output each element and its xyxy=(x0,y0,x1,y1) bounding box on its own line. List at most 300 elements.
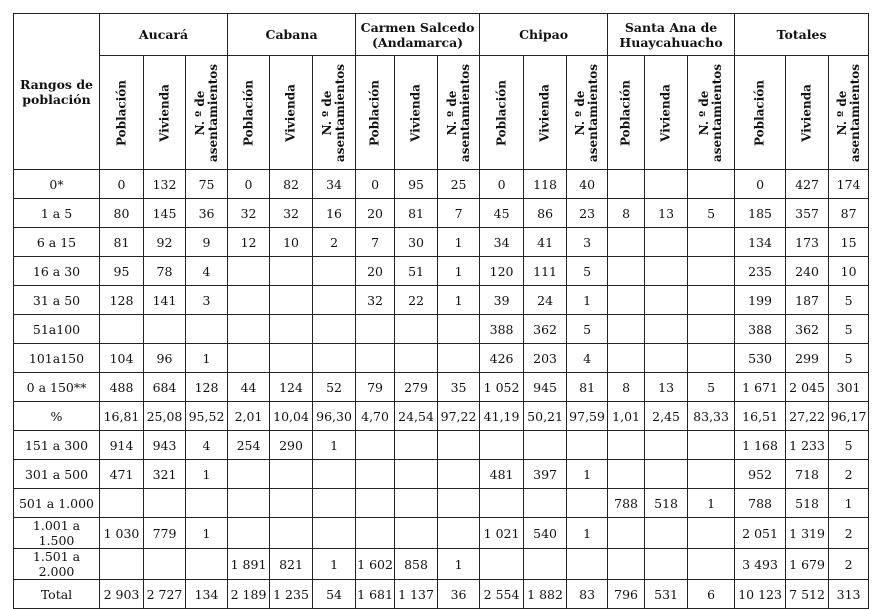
table-cell: 313 xyxy=(829,580,869,609)
table-cell: 397 xyxy=(524,460,567,489)
sub-header-poblacion: Población xyxy=(608,56,645,170)
table-cell xyxy=(524,431,567,460)
table-cell: 488 xyxy=(100,373,144,402)
table-cell xyxy=(395,489,438,518)
table-cell xyxy=(356,460,395,489)
row-label: 6 a 15 xyxy=(14,228,100,257)
table-cell xyxy=(645,518,688,549)
table-cell: 80 xyxy=(100,199,144,228)
sub-header-asentamientos: N. º de asentamientos xyxy=(688,56,735,170)
table-cell: 1 xyxy=(567,460,608,489)
table-cell: 128 xyxy=(186,373,228,402)
table-cell xyxy=(480,489,524,518)
table-cell: 1 679 xyxy=(786,549,829,580)
table-cell: 1 319 xyxy=(786,518,829,549)
sub-header-vivienda: Vivienda xyxy=(786,56,829,170)
table-cell: 821 xyxy=(270,549,313,580)
table-cell xyxy=(356,518,395,549)
table-cell xyxy=(688,344,735,373)
table-cell: 1 xyxy=(567,286,608,315)
table-cell: 1 xyxy=(438,257,480,286)
table-cell xyxy=(688,170,735,199)
table-cell: 87 xyxy=(829,199,869,228)
table-cell: 1 235 xyxy=(270,580,313,609)
table-cell: 120 xyxy=(480,257,524,286)
table-cell xyxy=(395,431,438,460)
table-cell: 3 493 xyxy=(735,549,786,580)
sub-header-vivienda: Vivienda xyxy=(524,56,567,170)
table-cell: 40 xyxy=(567,170,608,199)
table-cell: 30 xyxy=(395,228,438,257)
row-label: 151 a 300 xyxy=(14,431,100,460)
table-cell: 36 xyxy=(438,580,480,609)
table-cell: 279 xyxy=(395,373,438,402)
table-cell xyxy=(395,460,438,489)
table-cell xyxy=(688,257,735,286)
group-header-aucara: Aucará xyxy=(100,14,228,56)
table-cell: 32 xyxy=(270,199,313,228)
table-cell: 16 xyxy=(313,199,356,228)
table-cell: 2 903 xyxy=(100,580,144,609)
table-cell: 0 xyxy=(228,170,270,199)
table-cell xyxy=(228,315,270,344)
table-cell: 34 xyxy=(313,170,356,199)
table-cell: 2 727 xyxy=(144,580,186,609)
table-cell xyxy=(144,315,186,344)
table-cell xyxy=(645,344,688,373)
row-label: 301 a 500 xyxy=(14,460,100,489)
table-cell: 81 xyxy=(100,228,144,257)
table-cell: 8 xyxy=(608,199,645,228)
table-cell xyxy=(100,315,144,344)
table-cell: 124 xyxy=(270,373,313,402)
table-cell: 25 xyxy=(438,170,480,199)
table-cell: 301 xyxy=(829,373,869,402)
table-cell: 2 xyxy=(313,228,356,257)
table-cell: 51 xyxy=(395,257,438,286)
table-cell: 2 554 xyxy=(480,580,524,609)
table-cell xyxy=(608,286,645,315)
table-cell: 203 xyxy=(524,344,567,373)
table-cell: 3 xyxy=(186,286,228,315)
table-cell: 4 xyxy=(186,257,228,286)
table-cell: 10 123 xyxy=(735,580,786,609)
group-header-row xyxy=(14,14,869,56)
table-cell: 540 xyxy=(524,518,567,549)
sub-header-poblacion: Población xyxy=(735,56,786,170)
table-cell: 96,17 xyxy=(829,402,869,431)
table-cell: 945 xyxy=(524,373,567,402)
row-label: 0* xyxy=(14,170,100,199)
sub-header-vivienda: Vivienda xyxy=(395,56,438,170)
table-cell: 45 xyxy=(480,199,524,228)
table-cell xyxy=(438,489,480,518)
table-row xyxy=(14,199,869,228)
table-cell: 1 xyxy=(313,431,356,460)
table-cell xyxy=(356,431,395,460)
table-row xyxy=(14,549,869,580)
table-cell xyxy=(228,257,270,286)
table-row xyxy=(14,580,869,609)
table-cell: 32 xyxy=(356,286,395,315)
table-cell xyxy=(356,489,395,518)
table-cell: 1 xyxy=(186,344,228,373)
table-cell: 10 xyxy=(270,228,313,257)
table-cell: 530 xyxy=(735,344,786,373)
table-cell: 79 xyxy=(356,373,395,402)
group-header-carmen-salcedo: Carmen Salcedo (Andamarca) xyxy=(356,14,480,56)
table-cell: 1 xyxy=(688,489,735,518)
table-cell xyxy=(356,315,395,344)
table-cell: 22 xyxy=(395,286,438,315)
table-cell: 95,52 xyxy=(186,402,228,431)
table-cell: 1 882 xyxy=(524,580,567,609)
table-cell: 10,04 xyxy=(270,402,313,431)
table-cell: 1 671 xyxy=(735,373,786,402)
table-cell: 145 xyxy=(144,199,186,228)
table-cell: 118 xyxy=(524,170,567,199)
table-cell: 1 052 xyxy=(480,373,524,402)
table-cell: 41,19 xyxy=(480,402,524,431)
table-cell xyxy=(645,431,688,460)
table-cell: 5 xyxy=(829,315,869,344)
table-cell xyxy=(438,460,480,489)
row-label: 501 a 1.000 xyxy=(14,489,100,518)
table-cell xyxy=(228,518,270,549)
table-cell xyxy=(688,228,735,257)
table-cell xyxy=(438,344,480,373)
table-cell: 97,59 xyxy=(567,402,608,431)
table-cell: 27,22 xyxy=(786,402,829,431)
sub-header-poblacion: Población xyxy=(480,56,524,170)
table-cell xyxy=(144,549,186,580)
table-cell xyxy=(480,549,524,580)
table-cell: 1 xyxy=(567,518,608,549)
table-cell: 1 xyxy=(186,460,228,489)
table-cell xyxy=(608,315,645,344)
table-cell: 481 xyxy=(480,460,524,489)
table-cell xyxy=(608,549,645,580)
table-cell xyxy=(313,460,356,489)
table-cell: 1 xyxy=(829,489,869,518)
table-cell: 5 xyxy=(829,286,869,315)
table-cell: 1 030 xyxy=(100,518,144,549)
table-cell xyxy=(144,489,186,518)
rangos-label-line2: población xyxy=(22,91,91,107)
table-cell: 2 xyxy=(829,549,869,580)
row-label: 1.501 a 2.000 xyxy=(14,549,100,580)
table-cell: 914 xyxy=(100,431,144,460)
table-cell: 2 045 xyxy=(786,373,829,402)
table-cell: 97,22 xyxy=(438,402,480,431)
table-cell: 82 xyxy=(270,170,313,199)
table-cell: 362 xyxy=(786,315,829,344)
row-label: 31 a 50 xyxy=(14,286,100,315)
table-cell: 388 xyxy=(735,315,786,344)
table-cell: 321 xyxy=(144,460,186,489)
table-cell: 0 xyxy=(735,170,786,199)
table-cell: 83,33 xyxy=(688,402,735,431)
table-cell: 185 xyxy=(735,199,786,228)
table-cell xyxy=(395,315,438,344)
table-cell: 290 xyxy=(270,431,313,460)
table-cell xyxy=(608,460,645,489)
table-cell: 54 xyxy=(313,580,356,609)
table-cell xyxy=(645,170,688,199)
row-label: 16 a 30 xyxy=(14,257,100,286)
table-cell: 5 xyxy=(567,315,608,344)
table-cell: 0 xyxy=(356,170,395,199)
table-cell: 858 xyxy=(395,549,438,580)
table-body xyxy=(14,170,869,609)
table-cell xyxy=(270,257,313,286)
table-cell xyxy=(100,549,144,580)
table-cell xyxy=(270,344,313,373)
table-cell: 4,70 xyxy=(356,402,395,431)
table-cell xyxy=(567,489,608,518)
table-cell: 518 xyxy=(786,489,829,518)
group-header-totales: Totales xyxy=(735,14,869,56)
table-cell xyxy=(186,489,228,518)
sub-header-asentamientos: N. º de asentamientos xyxy=(567,56,608,170)
table-cell: 1 xyxy=(438,228,480,257)
table-row xyxy=(14,373,869,402)
sub-header-poblacion: Población xyxy=(228,56,270,170)
table-cell: 34 xyxy=(480,228,524,257)
sub-header-vivienda: Vivienda xyxy=(270,56,313,170)
table-cell: 95 xyxy=(395,170,438,199)
table-cell: 134 xyxy=(186,580,228,609)
table-row xyxy=(14,170,869,199)
table-cell xyxy=(313,489,356,518)
table-cell: 684 xyxy=(144,373,186,402)
table-cell: 95 xyxy=(100,257,144,286)
table-cell xyxy=(645,286,688,315)
table-cell: 1 168 xyxy=(735,431,786,460)
table-cell xyxy=(356,344,395,373)
table-cell xyxy=(438,315,480,344)
population-table xyxy=(13,13,869,609)
row-label: 101a150 xyxy=(14,344,100,373)
row-label: Total xyxy=(14,580,100,609)
table-cell: 427 xyxy=(786,170,829,199)
table-cell xyxy=(688,518,735,549)
sub-header-asentamientos: N. º de asentamientos xyxy=(313,56,356,170)
table-cell: 952 xyxy=(735,460,786,489)
table-row xyxy=(14,228,869,257)
table-cell: 10 xyxy=(829,257,869,286)
table-cell xyxy=(395,344,438,373)
table-cell: 1 602 xyxy=(356,549,395,580)
table-cell: 788 xyxy=(735,489,786,518)
table-cell: 2,45 xyxy=(645,402,688,431)
table-cell: 44 xyxy=(228,373,270,402)
table-cell: 13 xyxy=(645,373,688,402)
row-label: 51a100 xyxy=(14,315,100,344)
table-cell: 254 xyxy=(228,431,270,460)
table-cell xyxy=(608,228,645,257)
table-cell: 2 xyxy=(829,518,869,549)
row-label: 0 a 150** xyxy=(14,373,100,402)
table-row xyxy=(14,431,869,460)
table-cell: 92 xyxy=(144,228,186,257)
table-cell: 2 189 xyxy=(228,580,270,609)
table-row xyxy=(14,518,869,549)
table-row xyxy=(14,286,869,315)
sub-header-poblacion: Población xyxy=(100,56,144,170)
table-cell xyxy=(645,257,688,286)
table-cell: 134 xyxy=(735,228,786,257)
table-cell: 141 xyxy=(144,286,186,315)
table-cell xyxy=(228,344,270,373)
table-cell: 388 xyxy=(480,315,524,344)
table-cell: 943 xyxy=(144,431,186,460)
table-cell: 16,51 xyxy=(735,402,786,431)
group-header-santa-ana: Santa Ana de Huaycahuacho xyxy=(608,14,735,56)
table-cell: 5 xyxy=(688,373,735,402)
table-cell: 78 xyxy=(144,257,186,286)
table-cell: 24,54 xyxy=(395,402,438,431)
table-cell xyxy=(228,286,270,315)
row-label: 1.001 a 1.500 xyxy=(14,518,100,549)
table-row xyxy=(14,460,869,489)
sub-header-asentamientos: N. º de asentamientos xyxy=(829,56,869,170)
table-cell xyxy=(645,228,688,257)
table-row xyxy=(14,489,869,518)
table-cell: 96,30 xyxy=(313,402,356,431)
table-cell xyxy=(395,518,438,549)
table-cell: 718 xyxy=(786,460,829,489)
table-cell: 2,01 xyxy=(228,402,270,431)
table-cell: 86 xyxy=(524,199,567,228)
table-cell: 531 xyxy=(645,580,688,609)
table-cell xyxy=(313,257,356,286)
table-cell: 16,81 xyxy=(100,402,144,431)
row-label: % xyxy=(14,402,100,431)
table-cell: 5 xyxy=(567,257,608,286)
table-cell: 518 xyxy=(645,489,688,518)
table-cell: 1,01 xyxy=(608,402,645,431)
table-cell: 6 xyxy=(688,580,735,609)
table-cell xyxy=(313,344,356,373)
group-header-chipao: Chipao xyxy=(480,14,608,56)
table-cell: 240 xyxy=(786,257,829,286)
table-cell: 39 xyxy=(480,286,524,315)
table-cell xyxy=(186,315,228,344)
table-cell: 7 xyxy=(356,228,395,257)
table-cell: 796 xyxy=(608,580,645,609)
table-cell: 1 xyxy=(186,518,228,549)
table-cell: 24 xyxy=(524,286,567,315)
table-cell xyxy=(645,460,688,489)
table-cell: 7 512 xyxy=(786,580,829,609)
table-cell: 1 891 xyxy=(228,549,270,580)
table-cell xyxy=(438,518,480,549)
table-cell: 23 xyxy=(567,199,608,228)
table-cell: 299 xyxy=(786,344,829,373)
table-cell xyxy=(228,460,270,489)
table-cell: 788 xyxy=(608,489,645,518)
table-cell xyxy=(688,460,735,489)
table-cell xyxy=(608,257,645,286)
table-cell: 7 xyxy=(438,199,480,228)
sub-header-asentamientos: N. º de asentamientos xyxy=(186,56,228,170)
row-label: 1 a 5 xyxy=(14,199,100,228)
table-cell: 20 xyxy=(356,199,395,228)
sub-header-vivienda: Vivienda xyxy=(645,56,688,170)
table-cell: 15 xyxy=(829,228,869,257)
table-cell xyxy=(270,286,313,315)
table-cell: 357 xyxy=(786,199,829,228)
table-cell: 41 xyxy=(524,228,567,257)
table-cell: 111 xyxy=(524,257,567,286)
table-cell: 104 xyxy=(100,344,144,373)
table-cell: 0 xyxy=(480,170,524,199)
table-cell: 426 xyxy=(480,344,524,373)
table-row xyxy=(14,344,869,373)
table-cell xyxy=(608,170,645,199)
table-cell: 1 xyxy=(438,286,480,315)
table-cell xyxy=(608,344,645,373)
table-cell xyxy=(688,549,735,580)
table-cell: 4 xyxy=(567,344,608,373)
table-cell: 0 xyxy=(100,170,144,199)
table-cell: 13 xyxy=(645,199,688,228)
table-cell: 75 xyxy=(186,170,228,199)
table-cell: 81 xyxy=(567,373,608,402)
table-cell: 173 xyxy=(786,228,829,257)
table-cell xyxy=(228,489,270,518)
table-cell: 2 051 xyxy=(735,518,786,549)
table-cell: 471 xyxy=(100,460,144,489)
table-cell: 1 021 xyxy=(480,518,524,549)
table-cell: 35 xyxy=(438,373,480,402)
table-cell xyxy=(524,489,567,518)
table-cell: 1 681 xyxy=(356,580,395,609)
table-cell: 5 xyxy=(829,344,869,373)
table-cell: 5 xyxy=(688,199,735,228)
table-cell xyxy=(313,518,356,549)
table-cell: 8 xyxy=(608,373,645,402)
table-cell xyxy=(608,431,645,460)
table-cell: 174 xyxy=(829,170,869,199)
table-cell xyxy=(567,431,608,460)
table-cell xyxy=(270,460,313,489)
rangos-header xyxy=(14,14,100,170)
table-cell: 9 xyxy=(186,228,228,257)
table-cell: 128 xyxy=(100,286,144,315)
table-row xyxy=(14,257,869,286)
table-cell: 1 xyxy=(438,549,480,580)
table-cell: 1 xyxy=(313,549,356,580)
table-cell xyxy=(313,286,356,315)
table-cell xyxy=(480,431,524,460)
table-cell: 50,21 xyxy=(524,402,567,431)
table-cell xyxy=(270,315,313,344)
table-cell xyxy=(270,518,313,549)
table-cell: 779 xyxy=(144,518,186,549)
table-cell xyxy=(688,431,735,460)
table-cell: 3 xyxy=(567,228,608,257)
table-cell xyxy=(313,315,356,344)
table-cell xyxy=(186,549,228,580)
table-cell: 235 xyxy=(735,257,786,286)
table-cell: 52 xyxy=(313,373,356,402)
table-cell xyxy=(688,286,735,315)
table-cell: 83 xyxy=(567,580,608,609)
table-cell: 362 xyxy=(524,315,567,344)
table-cell xyxy=(608,518,645,549)
